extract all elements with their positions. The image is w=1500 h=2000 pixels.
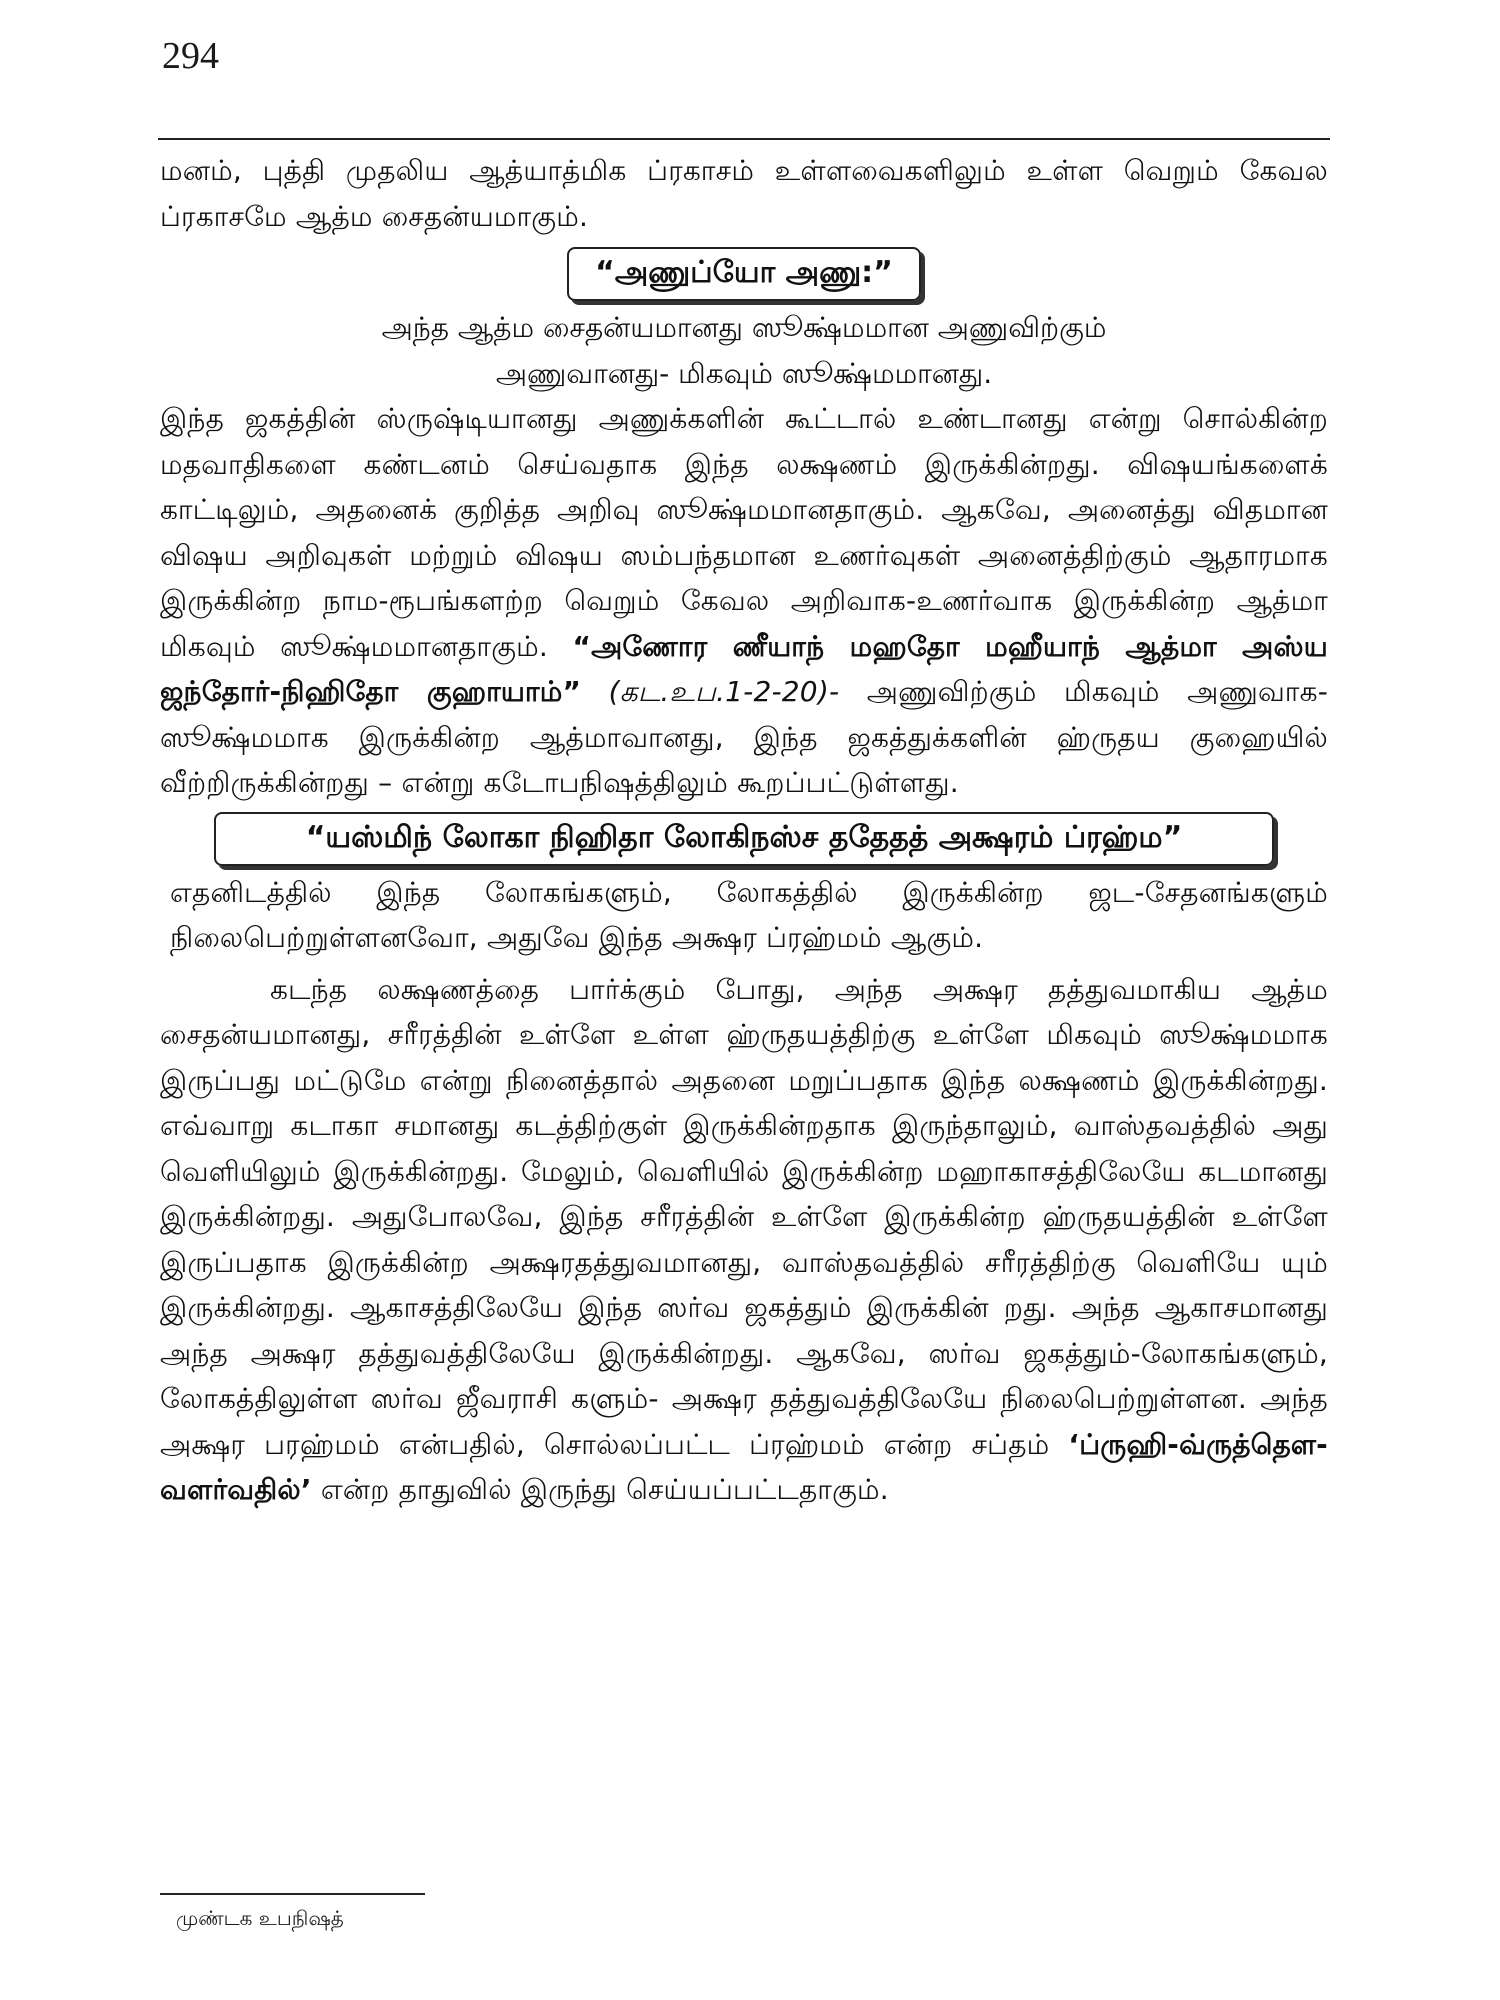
center-line-1: அந்த ஆத்ம சைதன்யமானது ஸூக்ஷ்மமான அணுவிற்கும் — [381, 311, 1107, 344]
paragraph-explanation-text: கடந்த லக்ஷணத்தை பார்க்கும் போது, அந்த அக்ஷர தத்துவமாகிய ஆத்ம சைதன்யமானது, சரீரத்தின் உள்ளே உள்ள ஹ்ருதயத்திற்கு உள்ளே மிகவும் ஸூக்ஷ்மமாக இருப்பது மட்டுமே என்று நினைத்தால் அதனை மறுப்பதாக இந்த லக்ஷணம் இருக்கின்றது. எவ்வாறு கடாகா சமானது கடத்திற்குள் இருக்கின்றதாக இருந்தாலும், வாஸ்தவத்தில் அது வெளியிலும் இருக்கின்றது. மேலும், வெளியில் இருக்கின்ற மஹாகாசத்திலேயே கடமானது இருக்கின்றது. அதுபோலவே, இந்த சரீரத்தின் உள்ளே இருக்கின்ற ஹ்ருதயத்தின் உள்ளே இருப்பதாக இருக்கின்ற அக்ஷரதத்துவமானது, வாஸ்தவத்தில் சரீரத்திற்கு வெளியே யும் இருக்கின்றது. ஆகாசத்திலேயே இந்த ஸர்வ ஜகத்தும் இருக்கின் றது. அந்த ஆகாசமானது அந்த அக்ஷர தத்துவத்திலேயே இருக்கின்றது. ஆகவே, ஸர்வ ஜகத்தும்-லோகங்களும், லோகத்திலுள்ள ஸர்வ ஜீவராசி களும்- அக்ஷர தத்துவத்திலேயே நிலைபெற்றுள்ளன. அந்த அக்ஷர பரஹ்மம் என்பதில், சொல்லப்பட்ட ப்ரஹ்மம் என்ற சப்தம் — [160, 972, 1328, 1461]
paragraph-anu — [160, 396, 1328, 806]
heading-box-2-wrap — [160, 812, 1328, 866]
heading-box-1-wrap — [160, 247, 1328, 301]
intro-paragraph: மனம், புத்தி முதலிய ஆத்யாத்மிக ப்ரகாசம் உள்ளவைகளிலும் உள்ள வெறும் கேவல ப்ரகாசமே ஆத்ம சைதன்யமாகும். — [160, 154, 1328, 233]
paragraph-anu-text: இந்த ஜகத்தின் ஸ்ருஷ்டியானது அணுக்களின் கூட்டால் உண்டானது என்று சொல்கின்ற மதவாதிகளை கண்டனம் செய்வதாக இந்த லக்ஷணம் இருக்கின்றது. விஷயங்களைக் காட்டிலும், அதனைக் குறித்த அறிவு ஸூக்ஷ்மமானதாகும். ஆகவே, அனைத்து விதமான விஷய அறிவுகள் மற்றும் விஷய ஸம்பந்தமான உணர்வுகள் அனைத்திற்கும் ஆதாரமாக இருக்கின்ற நாம-ரூபங்களற்ற வெறும் கேவல அறிவாக-உணர்வாக இருக்கின்ற ஆத்மா மிகவும் ஸூக்ஷ்மமானதாகும். — [160, 402, 1328, 663]
paragraph-anu-tail: அணுவிற்கும் மிகவும் அணுவாக- ஸூக்ஷ்மமாக இருக்கின்ற ஆத்மாவானது, இந்த ஜகத்துக்களின் ஹ்ருதய குஹையில் வீற்றிருக்கின்றது – என்று கடோபநிஷத்திலும் கூறப்பட்டுள்ளது. — [160, 675, 1328, 799]
heading-anupyo-anu: “அணுப்யோ அணு:” — [567, 247, 921, 301]
header-rule — [158, 138, 1330, 140]
footnote: முண்டக உபநிஷத் — [176, 1906, 344, 1930]
heading-yasmin-loka: “யஸ்மிந் லோகா நிஹிதா லோகிநஸ்ச ததேதத் அக்ஷரம் ப்ரஹ்ம” — [214, 812, 1274, 866]
page-number: 294 — [162, 35, 219, 77]
footnote-rule — [160, 1893, 425, 1895]
katha-reference: (கட.உப.1-2-20)- — [608, 675, 840, 708]
paragraph-explanation — [160, 967, 1328, 1513]
center-line-2: அணுவானது- மிகவும் ஸூக்ஷ்மமானது. — [495, 356, 993, 390]
katha-quote: “அணோர ணீயாந் மஹதோ மஹீயாந் ஆத்மா அஸ்ய ஜந்தோர்-நிஹிதோ குஹாயாம்” — [160, 629, 1328, 708]
paragraph-explanation-tail: என்ற தாதுவில் இருந்து செய்யப்பட்டதாகும். — [320, 1473, 889, 1506]
page-body — [160, 148, 1328, 1513]
dhatu-quote: ‘ப்ருஹி-வ்ருத்தௌ-வளர்வதில்’ — [160, 1427, 1328, 1506]
paragraph-akshara: எதனிடத்தில் இந்த லோகங்களும், லோகத்தில் இருக்கின்ற ஜட-சேதனங்களும் நிலைபெற்றுள்ளனவோ, அதுவே இந்த அக்ஷர ப்ரஹ்மம் ஆகும். — [170, 875, 1328, 954]
